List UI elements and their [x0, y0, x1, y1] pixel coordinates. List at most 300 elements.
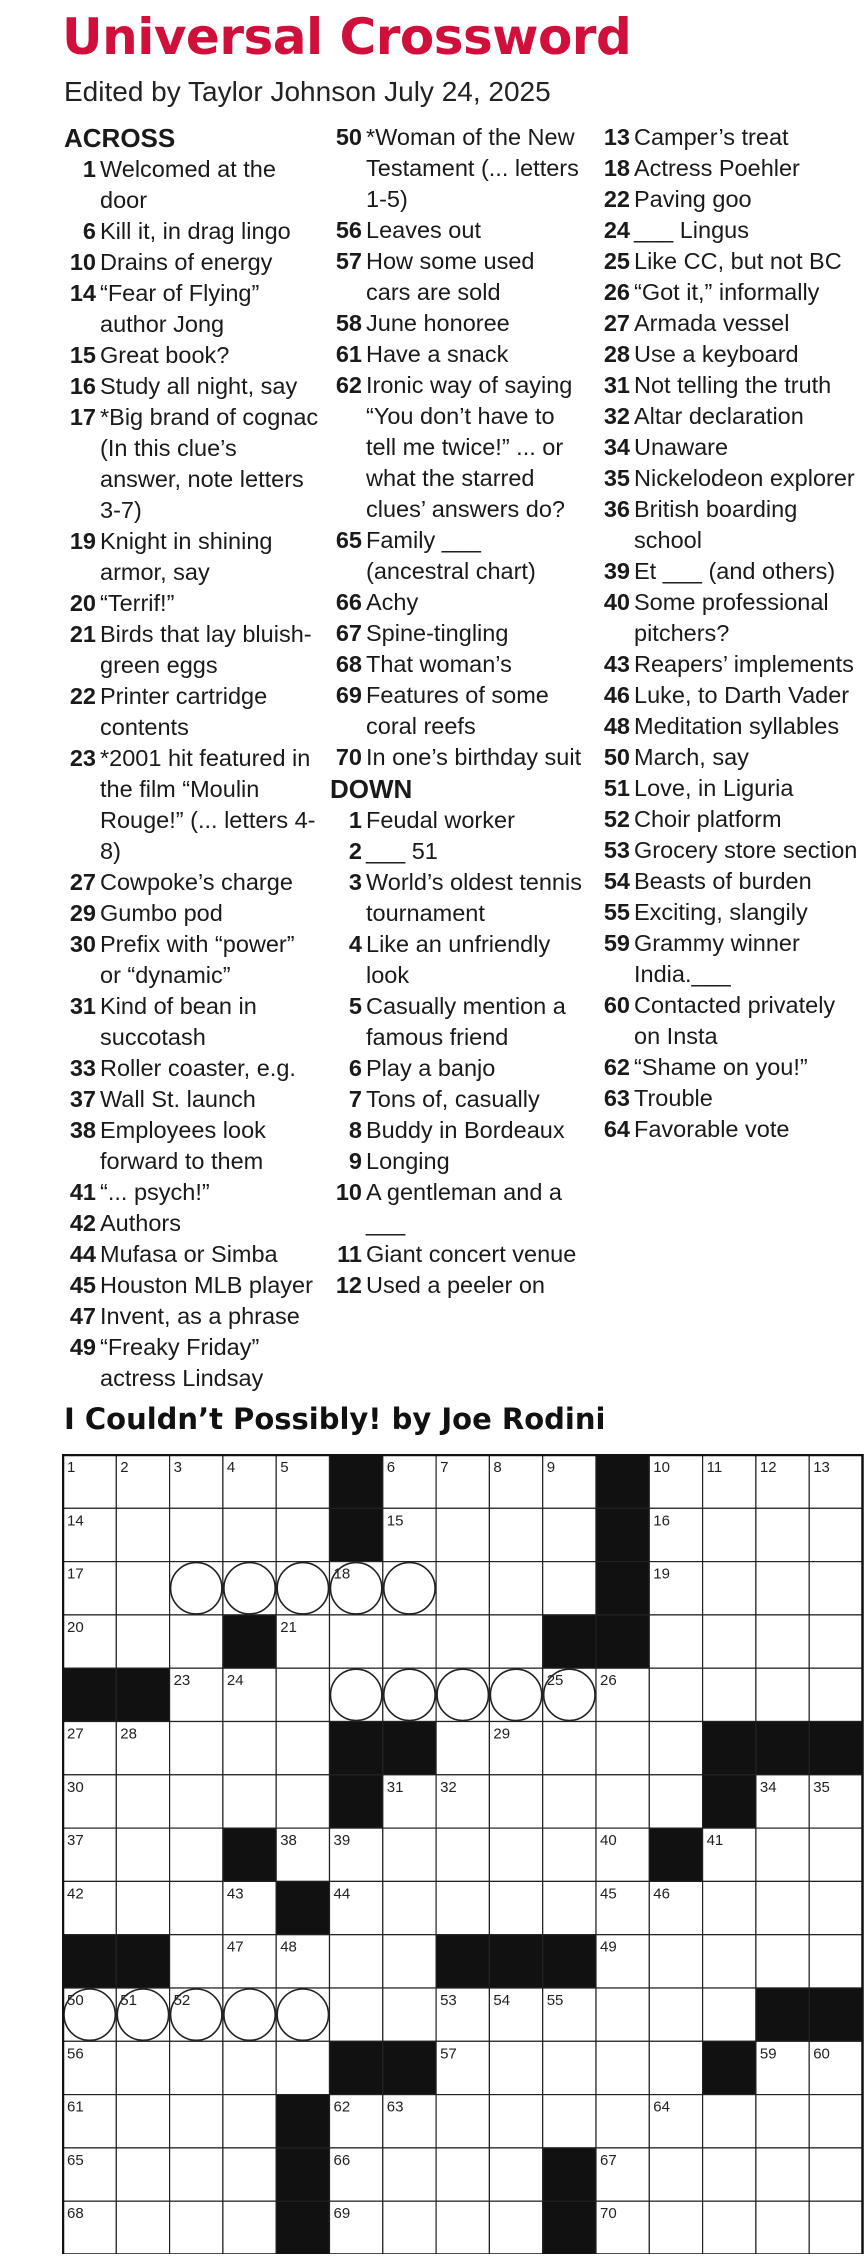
- across-clue-37[interactable]: [64, 1084, 319, 1115]
- grid-number: 17: [67, 1565, 84, 1583]
- grid-block: [543, 1935, 596, 1988]
- across-clue-1[interactable]: [64, 154, 319, 216]
- grid-cell[interactable]: [809, 1935, 862, 1988]
- clue-text: “Freaky Friday” actress Lindsay: [100, 1334, 264, 1391]
- grid-cell[interactable]: [703, 2095, 756, 2148]
- down-clue-50[interactable]: [598, 742, 866, 773]
- grid-cell[interactable]: [596, 2041, 649, 2094]
- clue-number: 70: [335, 744, 362, 770]
- down-clue-34[interactable]: [598, 432, 866, 463]
- grid-cell[interactable]: [383, 1935, 436, 1988]
- crossword-grid[interactable]: [62, 1454, 866, 2254]
- down-clue-13[interactable]: [598, 122, 866, 153]
- grid-number: 53: [440, 1992, 457, 2009]
- grid-block: [276, 2201, 329, 2254]
- across-clue-21[interactable]: [64, 619, 319, 681]
- grid-cell[interactable]: [170, 2095, 223, 2148]
- down-clue-52[interactable]: [598, 804, 866, 835]
- down-clue-27[interactable]: [598, 308, 866, 339]
- down-clue-48[interactable]: [598, 711, 866, 742]
- clue-number: 29: [69, 900, 96, 926]
- clue-text: Nickelodeon explorer: [634, 465, 855, 491]
- clue-number: 16: [69, 373, 96, 399]
- grid-cell[interactable]: [543, 1722, 596, 1775]
- across-clue-57[interactable]: [330, 246, 585, 308]
- grid-cell[interactable]: [489, 1775, 542, 1828]
- grid-block: [703, 1775, 756, 1828]
- grid-cell[interactable]: [170, 1722, 223, 1775]
- grid-cell[interactable]: [116, 1881, 169, 1934]
- grid-cell[interactable]: [170, 1828, 223, 1881]
- down-clue-2[interactable]: [330, 836, 585, 867]
- grid-number: 15: [386, 1512, 404, 1530]
- grid-cell[interactable]: [649, 1668, 702, 1721]
- grid-cell[interactable]: [436, 1722, 489, 1775]
- clue-text: Mufasa or Simba: [100, 1241, 278, 1267]
- grid-cell[interactable]: [649, 1615, 702, 1668]
- clue-text: Welcomed at the door: [100, 156, 276, 213]
- down-clue-18[interactable]: [598, 153, 866, 184]
- clue-text: Meditation syllables: [634, 713, 840, 739]
- grid-cell[interactable]: [756, 1828, 809, 1881]
- grid-cell[interactable]: [596, 1722, 649, 1775]
- down-clue-12[interactable]: [330, 1270, 585, 1301]
- across-clue-14[interactable]: [64, 278, 319, 340]
- across-clue-29[interactable]: [64, 898, 319, 929]
- clue-number: 30: [69, 931, 96, 957]
- grid-cell[interactable]: [649, 1775, 702, 1828]
- grid-cell[interactable]: [170, 1881, 223, 1934]
- down-clue-26[interactable]: [598, 277, 866, 308]
- grid-cell[interactable]: [756, 1881, 809, 1934]
- across-clue-30[interactable]: [64, 929, 319, 991]
- grid-cell[interactable]: [383, 1615, 436, 1668]
- grid-cell[interactable]: [436, 1615, 489, 1668]
- grid-number: 42: [67, 1885, 84, 1903]
- clue-text: Feudal worker: [366, 807, 515, 833]
- down-clue-9[interactable]: [330, 1146, 585, 1177]
- clue-text: “Terrif!”: [100, 590, 175, 616]
- grid-cell[interactable]: [436, 1828, 489, 1881]
- clue-number: 57: [335, 248, 362, 274]
- across-clue-16[interactable]: [64, 371, 319, 402]
- grid-cell[interactable]: [383, 2148, 436, 2201]
- across-clue-70[interactable]: [330, 742, 585, 773]
- grid-cell[interactable]: [383, 2201, 436, 2254]
- grid-number: 49: [600, 1938, 617, 1956]
- across-clue-41[interactable]: [64, 1177, 319, 1208]
- grid-block: [596, 1615, 649, 1668]
- grid-cell[interactable]: [170, 1615, 223, 1668]
- across-clue-42[interactable]: [64, 1208, 319, 1239]
- clue-text: Wall St. launch: [100, 1086, 256, 1112]
- grid-cell[interactable]: [756, 1562, 809, 1615]
- clue-text: “Shame on you!”: [634, 1054, 808, 1080]
- down-clue-39[interactable]: [598, 556, 866, 587]
- clue-number: 42: [69, 1210, 96, 1236]
- down-clue-55[interactable]: [598, 897, 866, 928]
- clue-text: Exciting, slangily: [634, 899, 808, 925]
- down-clue-6[interactable]: [330, 1053, 585, 1084]
- grid-cell[interactable]: [543, 2041, 596, 2094]
- clue-text: Ironic way of saying “You don’t have to tell me twice!” ... or what the starred clues’ answers do?: [366, 372, 573, 522]
- across-clue-49[interactable]: [64, 1332, 319, 1394]
- grid-cell[interactable]: [330, 1935, 383, 1988]
- grid-cell[interactable]: [116, 1562, 169, 1615]
- across-clue-68[interactable]: [330, 649, 585, 680]
- clue-text: Used a peeler on: [366, 1272, 545, 1298]
- down-clue-24[interactable]: [598, 215, 866, 246]
- clue-text: Choir platform: [634, 806, 782, 832]
- grid-cell[interactable]: [330, 1988, 383, 2041]
- clue-text: Play a banjo: [366, 1055, 496, 1081]
- grid-cell[interactable]: [809, 1881, 862, 1934]
- grid-cell[interactable]: [436, 2148, 489, 2201]
- grid-cell[interactable]: [703, 1508, 756, 1561]
- down-clue-40[interactable]: [598, 587, 866, 649]
- clue-number: 18: [603, 155, 630, 181]
- clue-text: Et ___ (and others): [634, 558, 836, 584]
- grid-cell[interactable]: [116, 1775, 169, 1828]
- across-clue-58[interactable]: [330, 308, 585, 339]
- grid-cell[interactable]: [223, 1775, 276, 1828]
- down-clue-43[interactable]: [598, 649, 866, 680]
- down-clue-59[interactable]: [598, 928, 866, 990]
- grid-cell[interactable]: [703, 1935, 756, 1988]
- clue-number: 13: [603, 124, 630, 150]
- clue-text: Cowpoke’s charge: [100, 869, 293, 895]
- clue-text: British boarding school: [634, 496, 798, 553]
- grid-cell[interactable]: [703, 2148, 756, 2201]
- across-clue-65[interactable]: [330, 525, 585, 587]
- grid-number: 34: [759, 1778, 777, 1796]
- down-clue-64[interactable]: [598, 1114, 866, 1145]
- down-clue-8[interactable]: [330, 1115, 585, 1146]
- grid-cell[interactable]: [703, 1615, 756, 1668]
- grid-cell[interactable]: [596, 1775, 649, 1828]
- clue-text: Luke, to Darth Vader: [634, 682, 850, 708]
- across-clue-33[interactable]: [64, 1053, 319, 1084]
- grid-block: [596, 1562, 649, 1615]
- grid-cell[interactable]: [703, 1668, 756, 1721]
- grid-cell[interactable]: [276, 2041, 329, 2094]
- grid-block: [649, 1828, 702, 1881]
- grid-cell[interactable]: [809, 2148, 862, 2201]
- grid-cell[interactable]: [756, 2095, 809, 2148]
- across-clue-10[interactable]: [64, 247, 319, 278]
- clue-text: Gumbo pod: [100, 900, 223, 926]
- grid-cell[interactable]: [223, 2095, 276, 2148]
- grid-cell[interactable]: [489, 2201, 542, 2254]
- grid-cell[interactable]: [596, 1988, 649, 2041]
- grid-cell[interactable]: [489, 2095, 542, 2148]
- clue-number: 43: [603, 651, 630, 677]
- clue-number: 22: [69, 683, 96, 709]
- clue-text: *Woman of the New Testament (... letters 1-5): [366, 124, 579, 212]
- clue-number: 27: [69, 869, 96, 895]
- clue-text: Family ___ (ancestral chart): [366, 527, 536, 584]
- grid-cell[interactable]: [170, 2201, 223, 2254]
- grid-cell[interactable]: [489, 1615, 542, 1668]
- across-clue-6[interactable]: [64, 216, 319, 247]
- grid-cell[interactable]: [223, 2201, 276, 2254]
- grid-cell[interactable]: [170, 2148, 223, 2201]
- grid-cell[interactable]: [649, 2148, 702, 2201]
- grid-cell[interactable]: [116, 2041, 169, 2094]
- clue-text: “... psych!”: [100, 1179, 210, 1205]
- down-clue-63[interactable]: [598, 1083, 866, 1114]
- clue-text: Roller coaster, e.g.: [100, 1055, 296, 1081]
- grid-cell[interactable]: [756, 2148, 809, 2201]
- grid-cell[interactable]: [489, 1881, 542, 1934]
- grid-number: 65: [67, 2151, 84, 2169]
- grid-number: 6: [386, 1459, 396, 1476]
- grid-cell[interactable]: [116, 1828, 169, 1881]
- clue-number: 68: [335, 651, 362, 677]
- grid-block: [543, 2148, 596, 2201]
- clue-number: 63: [603, 1085, 630, 1111]
- across-clue-56[interactable]: [330, 215, 585, 246]
- grid-block: [383, 2041, 436, 2094]
- down-clue-53[interactable]: [598, 835, 866, 866]
- grid-cell[interactable]: [756, 1668, 809, 1721]
- clue-text: Prefix with “power” or “dynamic”: [100, 931, 295, 988]
- grid-cell[interactable]: [116, 2148, 169, 2201]
- grid-cell[interactable]: [543, 1508, 596, 1561]
- down-clue-36[interactable]: [598, 494, 866, 556]
- clue-number: 53: [603, 837, 630, 863]
- clue-number: 62: [603, 1054, 630, 1080]
- clue-text: Buddy in Bordeaux: [366, 1117, 565, 1143]
- across-clue-69[interactable]: [330, 680, 585, 742]
- down-clue-31[interactable]: [598, 370, 866, 401]
- clue-text: Kill it, in drag lingo: [100, 218, 291, 244]
- across-clue-61[interactable]: [330, 339, 585, 370]
- grid-cell[interactable]: [116, 1615, 169, 1668]
- clue-text: Knight in shining armor, say: [100, 528, 273, 585]
- grid-cell[interactable]: [489, 2041, 542, 2094]
- across-clue-27[interactable]: [64, 867, 319, 898]
- grid-cell[interactable]: [809, 1562, 862, 1615]
- grid-cell[interactable]: [223, 1722, 276, 1775]
- grid-number: 23: [173, 1672, 191, 1690]
- grid-cell[interactable]: [543, 1828, 596, 1881]
- grid-cell[interactable]: [223, 1508, 276, 1561]
- grid-cell[interactable]: [170, 1508, 223, 1561]
- clue-text: Favorable vote: [634, 1116, 790, 1142]
- grid-cell[interactable]: [223, 2148, 276, 2201]
- grid-cell[interactable]: [809, 2201, 862, 2254]
- grid-cell[interactable]: [436, 1508, 489, 1561]
- grid-cell[interactable]: [649, 1988, 702, 2041]
- grid-cell[interactable]: [809, 2095, 862, 2148]
- grid-block: [223, 1828, 276, 1881]
- grid-cell[interactable]: [703, 1881, 756, 1934]
- across-clue-66[interactable]: [330, 587, 585, 618]
- across-heading: ACROSS: [64, 123, 176, 153]
- grid-cell[interactable]: [170, 1935, 223, 1988]
- grid-number: 10: [653, 1459, 670, 1476]
- grid-cell[interactable]: [436, 1562, 489, 1615]
- clue-text: Contacted privately on Insta: [634, 992, 836, 1049]
- down-clue-5[interactable]: [330, 991, 585, 1053]
- down-clue-51[interactable]: [598, 773, 866, 804]
- grid-number: 51: [120, 1992, 137, 2009]
- grid-cell[interactable]: [703, 2201, 756, 2254]
- across-clue-47[interactable]: [64, 1301, 319, 1332]
- across-clue-50[interactable]: [330, 122, 585, 215]
- down-clue-10[interactable]: [330, 1177, 585, 1239]
- grid-block: [596, 1508, 649, 1561]
- clue-number: 62: [335, 372, 362, 398]
- down-clue-25[interactable]: [598, 246, 866, 277]
- page-title: Universal Crossword: [62, 8, 632, 66]
- clue-text: Like an unfriendly look: [366, 931, 551, 988]
- grid-cell[interactable]: [596, 2095, 649, 2148]
- grid-cell[interactable]: [276, 1775, 329, 1828]
- across-clue-31[interactable]: [64, 991, 319, 1053]
- down-clue-35[interactable]: [598, 463, 866, 494]
- grid-cell[interactable]: [649, 1722, 702, 1775]
- clue-number: 38: [69, 1117, 96, 1143]
- down-clue-11[interactable]: [330, 1239, 585, 1270]
- grid-cell[interactable]: [436, 2201, 489, 2254]
- down-clue-60[interactable]: [598, 990, 866, 1052]
- across-clue-19[interactable]: [64, 526, 319, 588]
- grid-number: 57: [440, 2045, 457, 2063]
- grid-cell[interactable]: [116, 1508, 169, 1561]
- clue-number: 36: [603, 496, 630, 522]
- across-clue-62[interactable]: [330, 370, 585, 525]
- clue-number: 65: [335, 527, 362, 553]
- grid-cell[interactable]: [489, 2148, 542, 2201]
- down-clue-28[interactable]: [598, 339, 866, 370]
- grid-cell[interactable]: [756, 2201, 809, 2254]
- clue-text: Invent, as a phrase: [100, 1303, 300, 1329]
- grid-cell[interactable]: [543, 1775, 596, 1828]
- across-clue-67[interactable]: [330, 618, 585, 649]
- down-clue-3[interactable]: [330, 867, 585, 929]
- grid-cell[interactable]: [383, 1988, 436, 2041]
- grid-cell[interactable]: [649, 1935, 702, 1988]
- grid-block: [330, 1455, 383, 1508]
- clue-number: 24: [603, 217, 630, 243]
- across-clue-22[interactable]: [64, 681, 319, 743]
- grid-number: 40: [600, 1832, 617, 1850]
- grid-cell[interactable]: [170, 1775, 223, 1828]
- clue-number: 6: [82, 218, 96, 244]
- grid-cell[interactable]: [756, 1615, 809, 1668]
- clue-number: 4: [348, 931, 362, 957]
- clue-number: 34: [603, 434, 630, 460]
- grid-cell[interactable]: [436, 2095, 489, 2148]
- grid-number: 11: [706, 1459, 723, 1476]
- grid-number: 8: [493, 1459, 502, 1476]
- grid-block: [276, 1881, 329, 1934]
- down-clue-32[interactable]: [598, 401, 866, 432]
- grid-number: 59: [759, 2045, 777, 2063]
- grid-cell[interactable]: [703, 1988, 756, 2041]
- down-clue-22[interactable]: [598, 184, 866, 215]
- grid-cell[interactable]: [489, 1828, 542, 1881]
- grid-block: [703, 1722, 756, 1775]
- grid-cell[interactable]: [756, 1935, 809, 1988]
- across-clue-15[interactable]: [64, 340, 319, 371]
- grid-cell[interactable]: [649, 2201, 702, 2254]
- grid-cell[interactable]: [809, 1615, 862, 1668]
- clue-number: 27: [603, 310, 630, 336]
- clue-text: Some professional pitchers?: [634, 589, 829, 646]
- clue-number: 31: [603, 372, 630, 398]
- down-clue-1[interactable]: [330, 805, 585, 836]
- across-clue-38[interactable]: [64, 1115, 319, 1177]
- grid-cell[interactable]: [543, 1562, 596, 1615]
- grid-cell[interactable]: [383, 1828, 436, 1881]
- across-clue-23[interactable]: [64, 743, 319, 867]
- grid-cell[interactable]: [809, 1828, 862, 1881]
- clue-number: 3: [348, 869, 362, 895]
- grid-cell[interactable]: [223, 2041, 276, 2094]
- grid-cell[interactable]: [116, 2201, 169, 2254]
- grid-cell[interactable]: [809, 1668, 862, 1721]
- grid-cell[interactable]: [170, 2041, 223, 2094]
- down-clue-4[interactable]: [330, 929, 585, 991]
- grid-number: 63: [386, 2098, 404, 2116]
- clue-text: Beasts of burden: [634, 868, 812, 894]
- clue-text: Tons of, casually: [366, 1086, 540, 1112]
- grid-cell[interactable]: [543, 2095, 596, 2148]
- down-clue-7[interactable]: [330, 1084, 585, 1115]
- grid-cell[interactable]: [809, 1508, 862, 1561]
- grid-cell[interactable]: [756, 1508, 809, 1561]
- grid-cell[interactable]: [489, 1508, 542, 1561]
- down-clue-46[interactable]: [598, 680, 866, 711]
- grid-number: 67: [600, 2151, 617, 2169]
- clue-text: Features of some coral reefs: [366, 682, 549, 739]
- grid-cell[interactable]: [330, 1615, 383, 1668]
- across-clue-20[interactable]: [64, 588, 319, 619]
- clue-text: Altar declaration: [634, 403, 804, 429]
- across-clue-44[interactable]: [64, 1239, 319, 1270]
- clue-number: 39: [603, 558, 630, 584]
- grid-cell[interactable]: [276, 1722, 329, 1775]
- grid-cell[interactable]: [489, 1562, 542, 1615]
- across-clue-17[interactable]: [64, 402, 319, 526]
- grid-number: 27: [67, 1725, 84, 1743]
- clue-text: A gentleman and a ___: [366, 1179, 562, 1236]
- grid-cell[interactable]: [703, 1562, 756, 1615]
- grid-cell[interactable]: [436, 1881, 489, 1934]
- grid-cell[interactable]: [649, 2041, 702, 2094]
- clue-text: “Got it,” informally: [634, 279, 820, 305]
- grid-block: [116, 1935, 169, 1988]
- across-clue-45[interactable]: [64, 1270, 319, 1301]
- clue-text: Not telling the truth: [634, 372, 832, 398]
- down-clue-62[interactable]: [598, 1052, 866, 1083]
- grid-number: 19: [653, 1565, 670, 1583]
- clue-number: 46: [603, 682, 630, 708]
- grid-number: 39: [333, 1832, 351, 1850]
- clue-text: March, say: [634, 744, 749, 770]
- down-clue-54[interactable]: [598, 866, 866, 897]
- grid-cell[interactable]: [543, 1881, 596, 1934]
- grid-cell[interactable]: [276, 1508, 329, 1561]
- grid-cell[interactable]: [276, 1668, 329, 1721]
- grid-cell[interactable]: [383, 1881, 436, 1934]
- clue-text: World’s oldest tennis tournament: [366, 869, 582, 926]
- grid-cell[interactable]: [116, 2095, 169, 2148]
- grid-number: 14: [67, 1512, 84, 1530]
